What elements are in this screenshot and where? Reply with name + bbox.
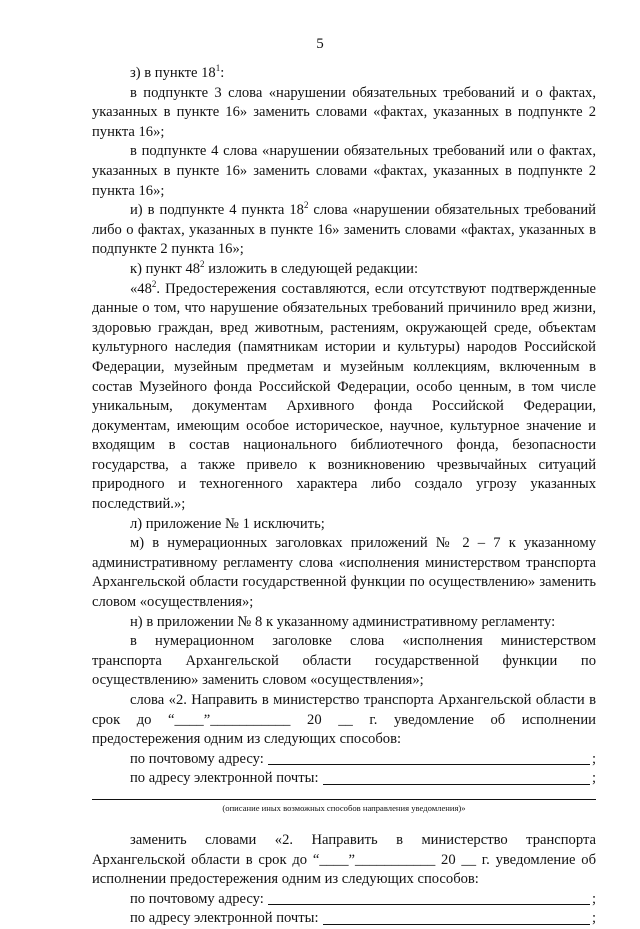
email-address-end: ; xyxy=(591,770,596,787)
email-address-blank xyxy=(323,784,590,785)
item-l: л) приложение № 1 исключить; xyxy=(130,515,325,532)
item-n-paragraph-1: в нумерационном заголовке слова «исполнения министерством транспорта Архангельской области государственной функции по осуществлению» заменить словом «осуществления»; xyxy=(92,633,596,689)
replacement-email-address-end: ; xyxy=(591,910,596,927)
separator-line xyxy=(92,799,596,800)
item-z-subparagraph-4: в подпункте 4 слова «нарушении обязательных требований или о фактах, указанных в пункте 16» заменить словами «фактах, указанных в подпункте 2 пункта 16»; xyxy=(92,143,596,199)
item-i: и) в подпункте 4 пункта $18^2$ слова «нарушении обязательных требований либо о фактах, указанных в пункте 16» заменить словами «фактах, указанных в подпункте 2 пункта 16»; xyxy=(92,200,596,258)
replacement-email-address-label: по адресу электронной почты: xyxy=(130,910,319,927)
replacement-email-address-blank xyxy=(323,924,590,925)
replacement-postal-address-field xyxy=(92,890,596,910)
replacement-email-address-field xyxy=(92,909,596,929)
page-number: 5 xyxy=(316,36,324,52)
item-z-subparagraph-3: в подпункте 3 слова «нарушении обязательных требований и о фактах, указанных в пункте 16» заменить словами «фактах, указанных в подпункте 2 пункта 16»; xyxy=(92,84,596,140)
replacement-postal-address-end: ; xyxy=(591,890,596,907)
postal-address-field xyxy=(92,750,596,770)
item-m: м) в нумерационных заголовках приложений № 2 – 7 к указанному административному регламенту слова «исполнения министерством транспорта Архангельской области государственной функции по осуществлению» заменить словом «осуществления»; xyxy=(92,535,596,611)
replacement-paragraph: заменить словами «2. Направить в министерство транспорта Архангельской области в срок до “____”___________ 20 __ г. уведомление об исполнении предостережения одним из следующих способов: xyxy=(92,831,596,888)
item-n: н) в приложении № 8 к указанному административному регламенту: xyxy=(130,613,556,630)
email-address-field xyxy=(92,769,596,789)
replacement-postal-address-label: по почтовому адресу: xyxy=(130,890,264,907)
item-z: з) в пункте $18^1$: xyxy=(130,63,225,81)
document-body xyxy=(92,64,596,929)
quoted-point-48-2: «$48^2$. Предостережения составляются, если отсутствуют подтвержденные данные о том, что нарушение обязательных требований причинило вред жизни, здоровью граждан, вред животным, растениям, окружающей среде, объектам культурного наследия (памятникам истории и культуры) народов Российской Федерации, музейным предметам и музейным коллекциям, включенным в состав Музейного фонда Российской Федерации, особо ценным, в том числе уникальным, документам Архивного фонда Российской Федерации, документам, имеющим особое историческое, научное, культурное значение и входящим в состав национального библиотечного фонда, безопасности государства, а также привело к возникновению чрезвычайных ситуаций природного и техногенного характера либо создало угрозу указанных последствий.»; xyxy=(92,278,596,513)
postal-address-blank xyxy=(268,764,590,765)
postal-address-label: по почтовому адресу: xyxy=(130,750,264,767)
email-address-label: по адресу электронной почты: xyxy=(130,770,319,787)
item-n-paragraph-2: слова «2. Направить в министерство транспорта Архангельской области в срок до “____”___________ 20 __ г. уведомление об исполнении предостережения одним из следующих способов: xyxy=(92,692,596,748)
item-k: к) пункт $48^2$ изложить в следующей редакции: xyxy=(130,259,419,277)
postal-address-end: ; xyxy=(591,750,596,767)
separator-caption: (описание иных возможных способов направления уведомления)» xyxy=(222,802,466,813)
